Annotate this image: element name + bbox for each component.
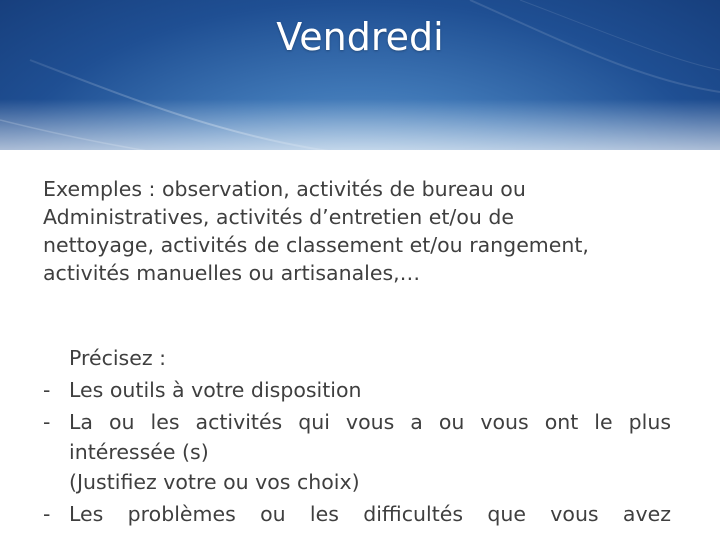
list-item-continuation: intéressée (s) bbox=[69, 440, 209, 464]
list-item-note: (Justifiez votre ou vos choix) bbox=[69, 470, 360, 494]
instructions-list bbox=[43, 342, 673, 530]
list-item-text: Les outils à votre disposition bbox=[69, 378, 362, 402]
dash-bullet: - bbox=[43, 378, 51, 402]
slide-title: Vendredi bbox=[276, 15, 444, 59]
examples-line: Administratives, activités d’entretien et/ou de bbox=[43, 205, 515, 229]
list-prompt: Précisez : bbox=[69, 346, 167, 370]
examples-line: Exemples : observation, activités de bureau ou bbox=[43, 177, 526, 201]
examples-line: activités manuelles ou artisanales,… bbox=[43, 261, 421, 285]
list-item bbox=[43, 374, 673, 406]
examples-paragraph bbox=[43, 175, 683, 287]
dash-bullet: - bbox=[43, 410, 51, 434]
list-item-text: Les problèmes ou les difficultés que vous avez bbox=[69, 502, 671, 526]
examples-line: nettoyage, activités de classement et/ou rangement, bbox=[43, 233, 589, 257]
dash-bullet: - bbox=[43, 502, 51, 526]
list-item-text: La ou les activités qui vous a ou vous ont le plus bbox=[69, 410, 671, 434]
list-item bbox=[43, 498, 673, 530]
list-item bbox=[43, 406, 673, 498]
